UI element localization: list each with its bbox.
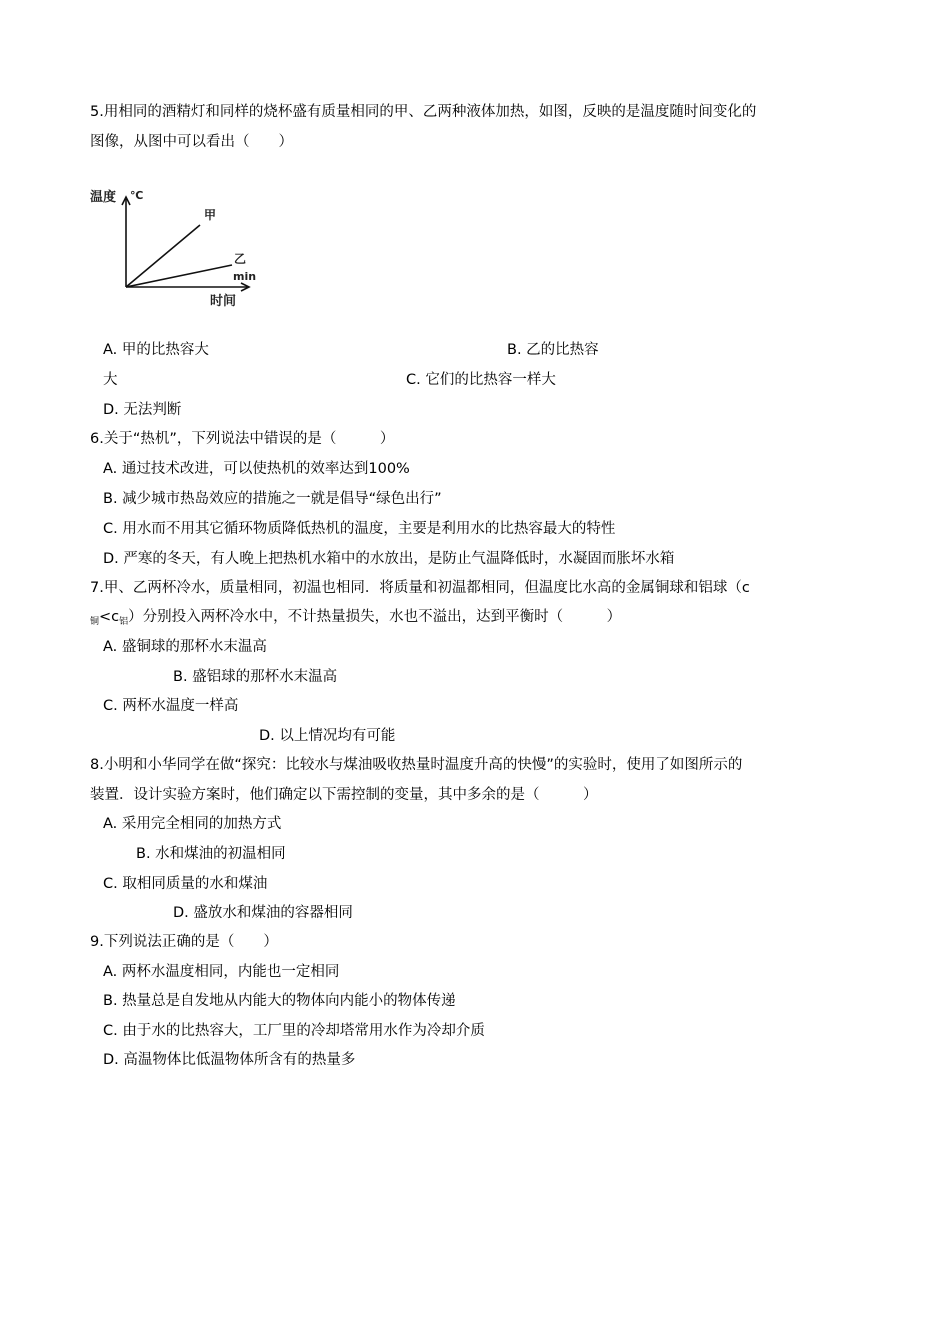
- q5-temperature-time-graph: [86, 183, 256, 311]
- series-b-label: 乙: [234, 252, 247, 266]
- q9-option-d[interactable]: D. 高温物体比低温物体所含有的热量多: [103, 1052, 356, 1068]
- q6-option-d[interactable]: D. 严寒的冬天，有人晚上把热机水箱中的水放出，是防止气温降低时，水凝固而胀坏水箱: [103, 551, 675, 567]
- series-a-line: [126, 225, 200, 287]
- y-axis-label: 温度: [90, 190, 117, 205]
- q5-option-b-continued: 大: [103, 372, 118, 388]
- series-a-label: 甲: [204, 208, 217, 222]
- q5-option-b[interactable]: B. 乙的比热容: [507, 342, 599, 358]
- q5-option-a[interactable]: A. 甲的比热容大: [103, 342, 209, 358]
- q9-option-a[interactable]: A. 两杯水温度相同，内能也一定相同: [103, 964, 340, 980]
- x-axis-unit: min: [233, 270, 256, 283]
- q8-stem-line1: 8.小明和小华同学在做“探究：比较水与煤油吸收热量时温度升高的快慢”的实验时，使用了如图所示的: [90, 757, 743, 773]
- series-b-line: [126, 265, 232, 287]
- x-axis-label: 时间: [210, 294, 237, 309]
- q7-stem-line2: [90, 607, 621, 632]
- q5-option-c[interactable]: C. 它们的比热容一样大: [406, 372, 556, 388]
- q5-option-d[interactable]: D. 无法判断: [103, 402, 182, 418]
- q7-option-b[interactable]: B. 盛铝球的那杯水末温高: [173, 669, 338, 685]
- q7-stem-line2-rest: ）分别投入两杯冷水中，不计热量损失，水也不溢出，达到平衡时（ ）: [128, 609, 622, 625]
- q7-option-a[interactable]: A. 盛铜球的那杯水末温高: [103, 639, 267, 655]
- q6-option-b[interactable]: B. 减少城市热岛效应的措施之一就是倡导“绿色出行”: [103, 491, 442, 507]
- q9-stem: 9.下列说法正确的是（ ）: [90, 934, 278, 950]
- q6-option-c[interactable]: C. 用水而不用其它循环物质降低热机的温度，主要是利用水的比热容最大的特性: [103, 521, 616, 537]
- q8-option-d[interactable]: D. 盛放水和煤油的容器相同: [173, 905, 353, 921]
- q8-option-c[interactable]: C. 取相同质量的水和煤油: [103, 876, 268, 892]
- q9-option-c[interactable]: C. 由于水的比热容大，工厂里的冷却塔常用水作为冷却介质: [103, 1023, 485, 1039]
- q7-subscript-copper: 铜: [90, 617, 100, 627]
- q7-less-than-c: <c: [99, 609, 120, 625]
- q8-option-b[interactable]: B. 水和煤油的初温相同: [136, 846, 286, 862]
- q8-stem-line2: 装置．设计实验方案时，他们确定以下需控制的变量，其中多余的是（ ）: [90, 787, 598, 803]
- q6-option-a[interactable]: A. 通过技术改进，可以使热机的效率达到100%: [103, 461, 410, 477]
- q9-option-b[interactable]: B. 热量总是自发地从内能大的物体向内能小的物体传递: [103, 993, 456, 1009]
- q6-stem: 6.关于“热机”，下列说法中错误的是（ ）: [90, 431, 395, 447]
- q7-stem-line1: 7.甲、乙两杯冷水，质量相同，初温也相同．将质量和初温都相同，但温度比水高的金属铜球和铝球（c: [90, 580, 750, 596]
- q8-option-a[interactable]: A. 采用完全相同的加热方式: [103, 816, 282, 832]
- y-axis-unit: ℃: [130, 189, 144, 202]
- graph-axes: [122, 197, 249, 291]
- q7-option-c[interactable]: C. 两杯水温度一样高: [103, 698, 239, 714]
- q7-subscript-aluminum: 铝: [119, 617, 129, 627]
- q7-option-d[interactable]: D. 以上情况均有可能: [259, 728, 396, 744]
- q5-stem-line1: 5.用相同的酒精灯和同样的烧杯盛有质量相同的甲、乙两种液体加热，如图，反映的是温度随时间变化的: [90, 104, 757, 120]
- q5-stem-line2: 图像，从图中可以看出（ ）: [90, 134, 293, 150]
